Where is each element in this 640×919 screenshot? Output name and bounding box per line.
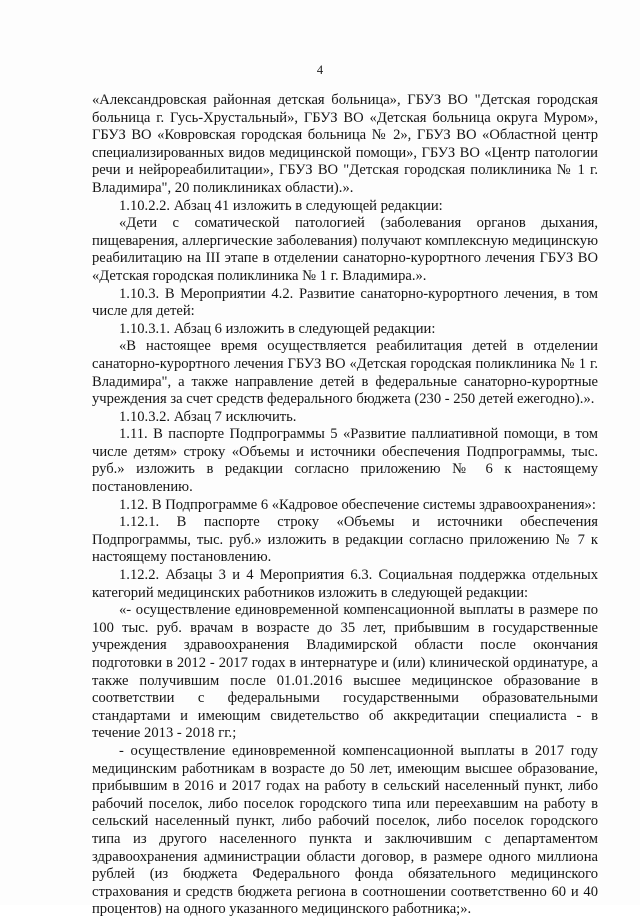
page-number: 4	[316, 63, 324, 77]
paragraph-hospital-list: «Александровская районная детская больница», ГБУЗ ВО "Детская городская больница г. Гусь-Хрустальный», ГБУЗ ВО «Детская больница округа Муром», ГБУЗ ВО «Ковровская городская больница № 2», ГБУЗ ВО «Областной центр специализированных видов медицинской помощи», ГБУЗ ВО «Центр патологии речи и нейрореабилитации», ГБУЗ ВО "Детская городская поликлиника № 1 г. Владимира", 20 поликлиниках области).».	[92, 92, 598, 196]
paragraph-1-12-2: 1.12.2. Абзацы 3 и 4 Мероприятия 6.3. Социальная поддержка отдельных категорий медицинских работников изложить в следующей редакции:	[92, 567, 598, 601]
document-body	[92, 92, 598, 919]
paragraph-1-10-3-1: 1.10.3.1. Абзац 6 изложить в следующей редакции:	[119, 320, 436, 337]
paragraph-1-10-3: 1.10.3. В Мероприятии 4.2. Развитие санаторно-курортного лечения, в том числе для детей:	[92, 285, 598, 320]
paragraph-somatic-pathology-quote: «Дети с соматической патологией (заболевания органов дыхания, пищеварения, аллергические заболевания) получают комплексную медицинскую реабилитацию на III этапе в отделении санаторно-курортного лечения ГБУЗ ВО «Детская городская поликлиника № 1 г. Владимира.».	[92, 215, 598, 284]
paragraph-1-10-2-2: 1.10.2.2. Абзац 41 изложить в следующей редакции:	[119, 197, 443, 214]
paragraph-rehabilitation-quote: «В настоящее время осуществляется реабилитация детей в отделении санаторно-курортного лечения ГБУЗ ВО «Детская городская поликлиника № 1 г. Владимира", а также направление детей в федеральные санаторно-курортные учреждения за счет средств федерального бюджета (230 - 250 детей ежегодно).».	[92, 338, 598, 408]
paragraph-1-12-1: 1.12.1. В паспорте строку «Объемы и источники обеспечения Подпрограммы, тыс. руб.» изложить в редакции согласно приложению № 7 к настоящему постановлению.	[92, 514, 598, 566]
paragraph-compensation-quote-2: - осуществление единовременной компенсационной выплаты в 2017 году медицинским работникам в возрасте до 50 лет, имеющим высшее образование, прибывшим в 2016 и 2017 годах на работу в сельский населенный пункт, либо рабочий поселок, либо поселок городского типа или переехавшим на работу в сельский населенный пункт, либо рабочий поселок, либо поселок городского типа из другого населенного пункта и заключившим с департаментом здравоохранения администрации области договор, в размере одного миллиона рублей (из бюджета Федерального фонда обязательного медицинского страхования и средств бюджета региона в соотношении соответственно 60 и 40 процентов) на одного указанного медицинского работника;».	[92, 742, 598, 918]
paragraph-1-12: 1.12. В Подпрограмме 6 «Кадровое обеспечение системы здравоохранения»:	[119, 496, 596, 513]
paragraph-1-10-3-2: 1.10.3.2. Абзац 7 исключить.	[119, 408, 297, 425]
paragraph-compensation-quote-1: «- осуществление единовременной компенсационной выплаты в размере по 100 тыс. руб. врачам в возрасте до 35 лет, прибывшим в государственные учреждения здравоохранения Владимирской области после окончания подготовки в 2012 - 2017 годах в интернатуре и (или) клинической ординатуре, а также получившим после 01.01.2016 высшее медицинское образование в соответствии с федеральными государственными образовательными стандартами и имеющим свидетельство об аккредитации специалиста - в течение 2013 - 2018 гг.;	[92, 602, 598, 742]
paragraph-1-11: 1.11. В паспорте Подпрограммы 5 «Развитие паллиативной помощи, в том числе детям» строку «Объемы и источники обеспечения Подпрограммы, тыс. руб.» изложить в редакции согласно приложению № 6 к настоящему постановлению.	[92, 426, 598, 496]
